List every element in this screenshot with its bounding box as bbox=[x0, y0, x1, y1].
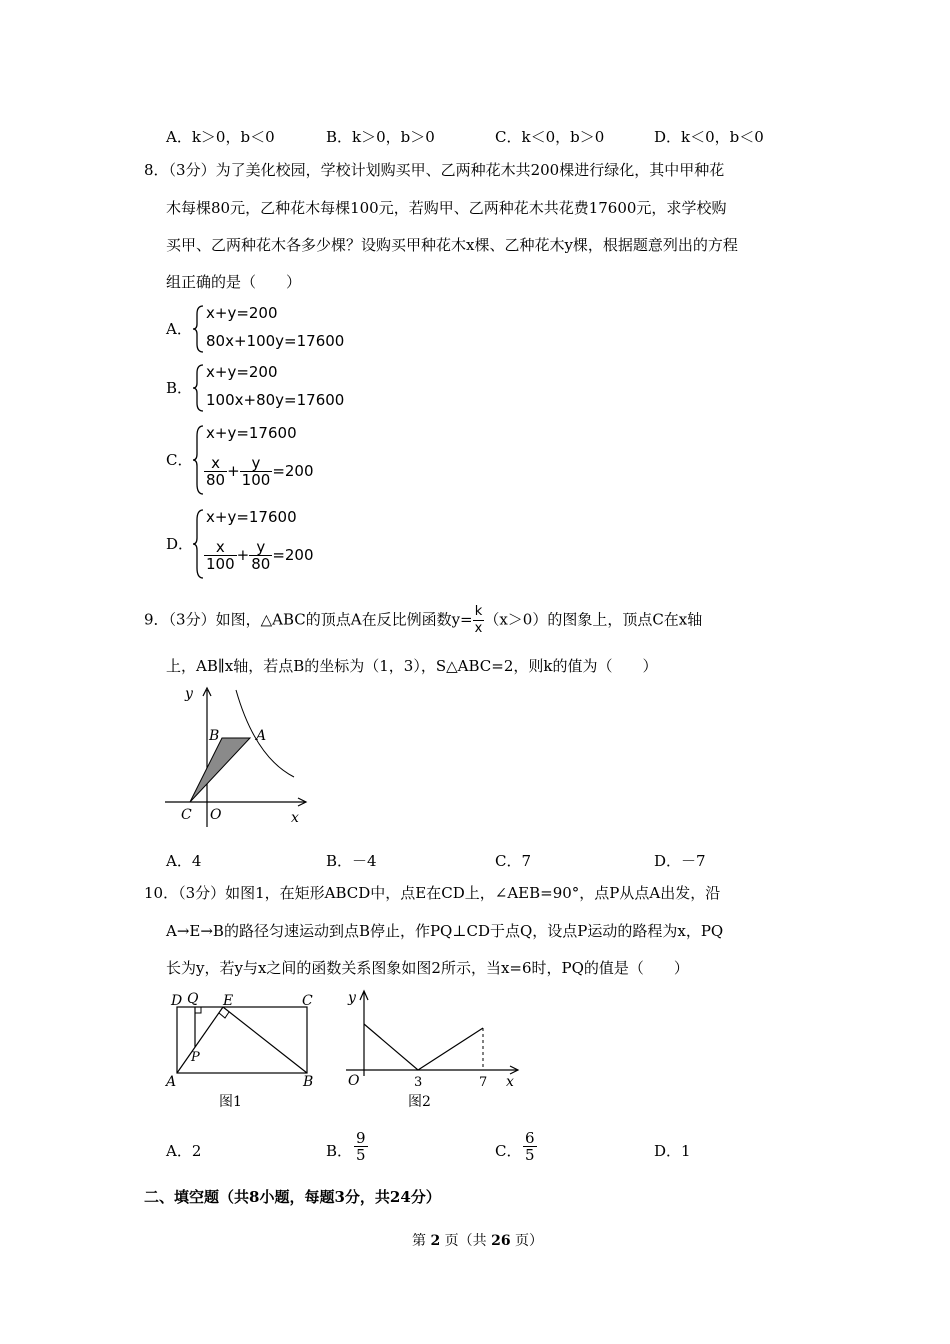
frac-num: 9 bbox=[356, 1129, 366, 1147]
frac-den: 5 bbox=[356, 1146, 366, 1164]
brace-icon bbox=[192, 304, 206, 354]
tick-3: 3 bbox=[414, 1075, 423, 1090]
footer-mid: 页（共 bbox=[444, 1233, 487, 1249]
q7-option-c[interactable]: C．k＜0，b＞0 bbox=[495, 128, 605, 146]
q9-figure bbox=[160, 682, 330, 830]
frac-den: 80 bbox=[251, 555, 271, 573]
frac-num: y bbox=[249, 539, 272, 556]
q10-figure-2 bbox=[340, 986, 530, 1112]
equals-value: =200 bbox=[272, 462, 314, 480]
triangle-abc bbox=[190, 738, 250, 802]
right-angle-mark bbox=[219, 1012, 229, 1018]
q8-d-eq2 bbox=[204, 539, 314, 572]
frac-num: k bbox=[473, 604, 485, 621]
footer-prefix: 第 bbox=[412, 1233, 426, 1249]
frac-num: x bbox=[204, 455, 227, 472]
footer-total-pages: 26 bbox=[491, 1233, 511, 1249]
q9-stem-part1: 9．（3分）如图，△ABC的顶点A在反比例函数y= bbox=[144, 610, 473, 629]
frac-num: 6 bbox=[525, 1129, 535, 1147]
q9-option-c[interactable]: C．7 bbox=[495, 852, 532, 870]
q8-stem-line2: 木每棵80元，乙种花木每棵100元，若购甲、乙两种花木共花费17600元，求学校购 bbox=[166, 199, 727, 217]
label-a: A bbox=[256, 728, 267, 744]
q8-option-c-label[interactable]: C． bbox=[166, 451, 193, 469]
q9-stem-part2: （x＞0）的图象上，顶点C在x轴 bbox=[484, 610, 703, 629]
q7-options bbox=[166, 126, 806, 150]
q10-option-c-fraction bbox=[523, 1130, 537, 1163]
q8-c-eq1: x+y=17600 bbox=[206, 424, 297, 442]
frac-num: x bbox=[204, 539, 237, 556]
q8-option-b-label[interactable]: B． bbox=[166, 379, 193, 397]
q8-a-eq2: 80x+100y=17600 bbox=[206, 332, 345, 350]
plus-sign: + bbox=[236, 546, 250, 564]
equals-value: =200 bbox=[272, 546, 314, 564]
q8-option-a-label[interactable]: A． bbox=[166, 320, 192, 338]
label-y: y bbox=[348, 990, 356, 1006]
q10-stem-line1: 10．（3分）如图1，在矩形ABCD中，点E在CD上，∠AEB=90°，点P从点A出发，沿 bbox=[144, 884, 721, 902]
q10-figure-1 bbox=[163, 988, 323, 1112]
q10-option-c-label[interactable]: C． bbox=[495, 1142, 522, 1160]
label-b: B bbox=[209, 728, 220, 744]
q9-stem-line2: 上，AB∥x轴，若点B的坐标为（1，3），S△ABC=2，则k的值为（ ） bbox=[166, 657, 658, 675]
right-angle-mark bbox=[195, 1007, 201, 1013]
q8-c-eq2 bbox=[204, 455, 314, 488]
q9-option-a[interactable]: A．4 bbox=[166, 852, 202, 870]
page-footer bbox=[412, 1230, 543, 1250]
label-e: E bbox=[223, 993, 234, 1009]
q8-b-eq2: 100x+80y=17600 bbox=[206, 391, 345, 409]
label-a: A bbox=[166, 1074, 177, 1090]
q7-option-d[interactable]: D．k＜0，b＜0 bbox=[654, 128, 764, 146]
q10-options bbox=[166, 1130, 806, 1174]
label-o: O bbox=[210, 807, 222, 823]
q10-stem-line3: 长为y，若y与x之间的函数关系图象如图2所示，当x=6时，PQ的值是（ ） bbox=[166, 959, 689, 977]
frac-den: x bbox=[474, 621, 483, 636]
tick-7: 7 bbox=[479, 1075, 488, 1090]
frac-den: 100 bbox=[241, 471, 271, 489]
section-2-heading: 二、填空题（共8小题，每题3分，共24分） bbox=[144, 1188, 441, 1206]
label-b: B bbox=[303, 1074, 314, 1090]
frac-den: 80 bbox=[206, 471, 226, 489]
label-y: y bbox=[185, 686, 193, 702]
segment-eb bbox=[223, 1007, 307, 1073]
q9-option-d[interactable]: D．－7 bbox=[654, 852, 706, 870]
label-x: x bbox=[506, 1074, 514, 1090]
footer-suffix: 页） bbox=[515, 1233, 544, 1249]
label-q: Q bbox=[187, 991, 199, 1007]
label-c: C bbox=[302, 993, 313, 1009]
footer-page-number: 2 bbox=[430, 1233, 441, 1249]
label-x: x bbox=[291, 810, 299, 826]
label-o: O bbox=[348, 1073, 360, 1089]
q10-option-b-label[interactable]: B． bbox=[326, 1142, 353, 1160]
q8-d-eq1: x+y=17600 bbox=[206, 508, 297, 526]
q8-b-eq1: x+y=200 bbox=[206, 363, 278, 381]
figure-2-caption: 图2 bbox=[408, 1094, 431, 1110]
figure-1-caption: 图1 bbox=[219, 1094, 242, 1110]
q8-a-eq1: x+y=200 bbox=[206, 304, 278, 322]
segment-ae bbox=[177, 1007, 223, 1073]
label-d: D bbox=[171, 993, 183, 1009]
q9-option-b[interactable]: B．－4 bbox=[326, 852, 377, 870]
label-p: P bbox=[191, 1050, 200, 1065]
frac-den: 100 bbox=[206, 555, 235, 573]
q8-stem-line3: 买甲、乙两种花木各多少棵？设购买甲种花木x棵、乙种花木y棵，根据题意列出的方程 bbox=[166, 236, 738, 254]
brace-icon bbox=[192, 363, 206, 413]
q10-option-b-fraction bbox=[354, 1130, 368, 1163]
q10-option-a[interactable]: A．2 bbox=[166, 1142, 202, 1160]
function-graph bbox=[364, 1024, 483, 1070]
fraction-k-over-x bbox=[473, 604, 485, 637]
q10-option-d[interactable]: D．1 bbox=[654, 1142, 691, 1160]
plus-sign: + bbox=[227, 462, 240, 480]
q8-stem-line1: 8．（3分）为了美化校园，学校计划购买甲、乙两种花木共200棵进行绿化，其中甲种花 bbox=[144, 161, 725, 179]
q10-stem-line2: A→E→B的路径匀速运动到点B停止，作PQ⊥CD于点Q，设点P运动的路程为x，PQ bbox=[166, 922, 724, 940]
label-c: C bbox=[181, 807, 192, 823]
q8-option-d-label[interactable]: D． bbox=[166, 535, 194, 553]
q8-stem-line4: 组正确的是（ ） bbox=[166, 273, 302, 291]
frac-den: 5 bbox=[525, 1146, 535, 1164]
frac-num: y bbox=[240, 455, 273, 472]
q9-options bbox=[166, 850, 806, 874]
q9-stem-line1 bbox=[144, 604, 702, 637]
q7-option-a[interactable]: A．k＞0，b＜0 bbox=[166, 128, 275, 146]
q7-option-b[interactable]: B．k＞0，b＞0 bbox=[326, 128, 435, 146]
